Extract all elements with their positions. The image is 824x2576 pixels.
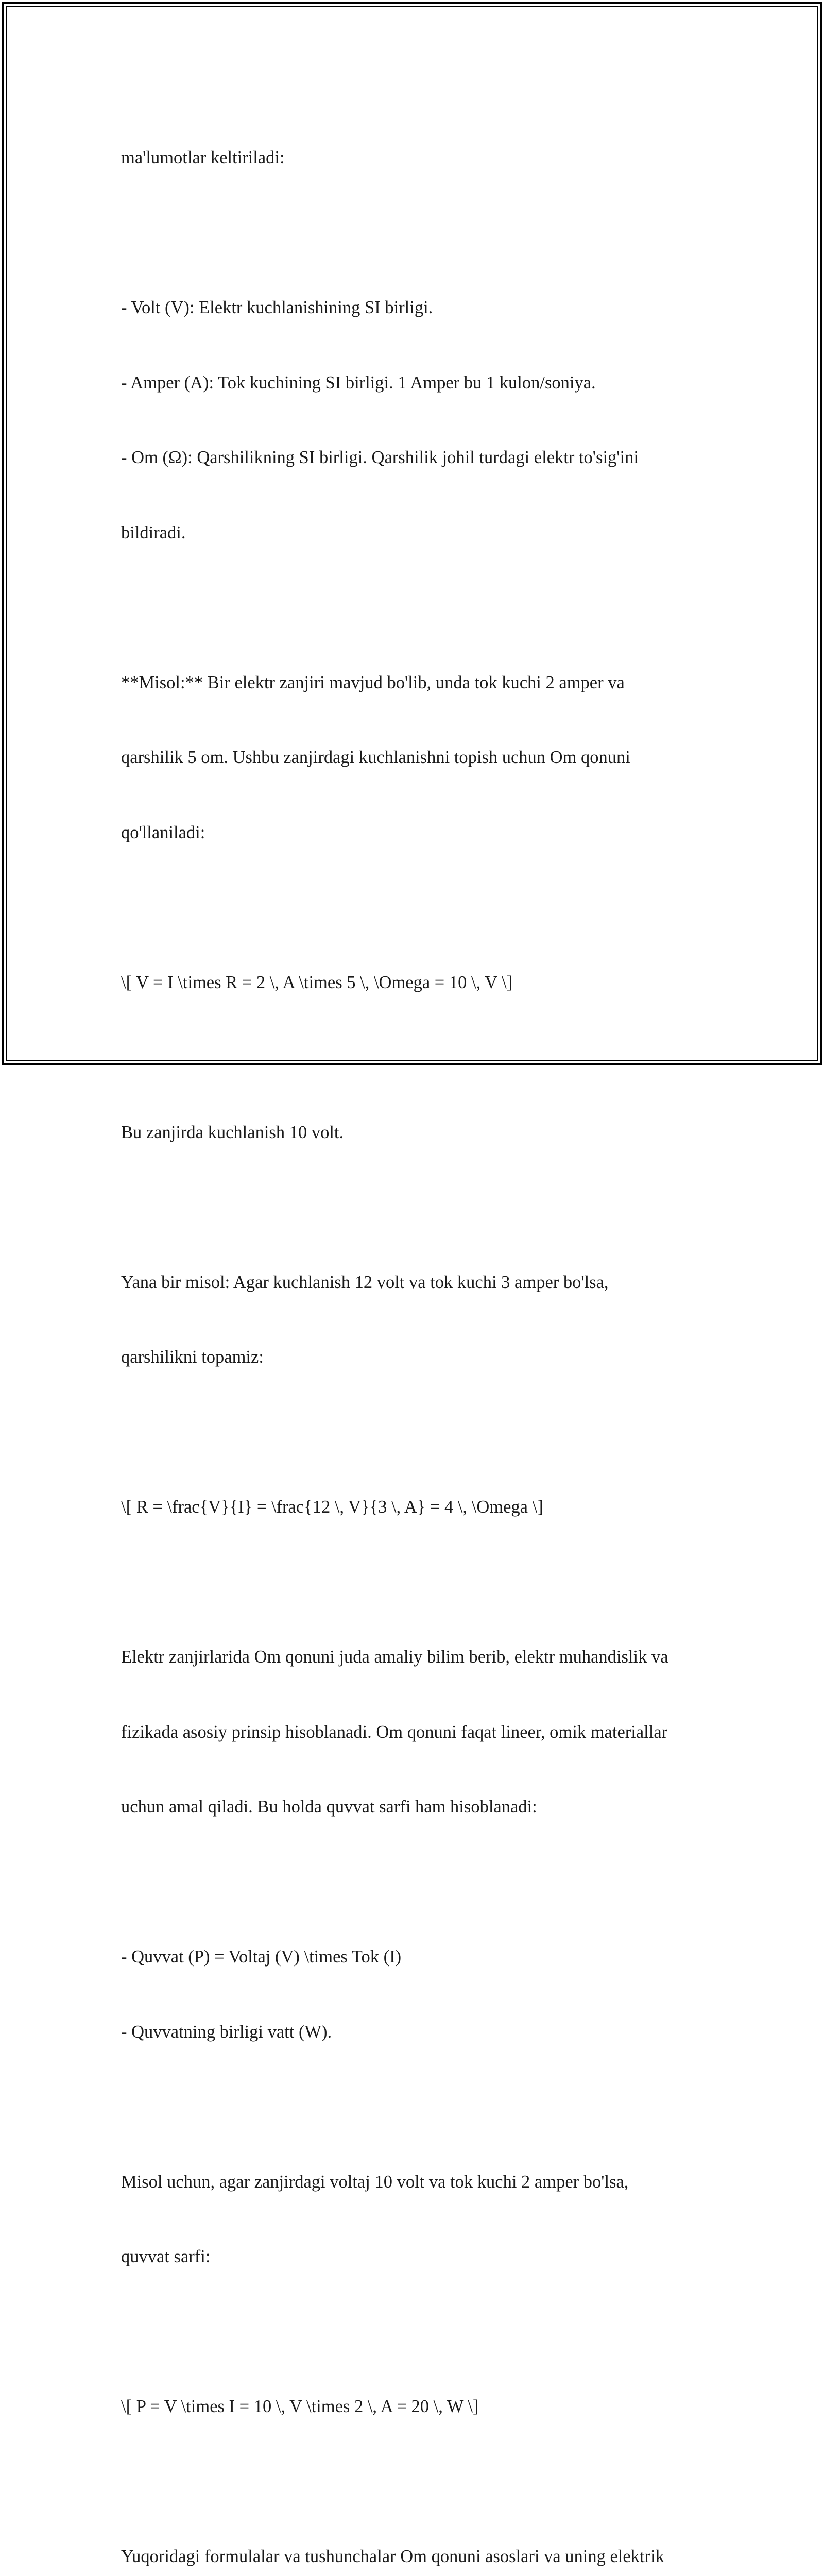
text-line: Elektr zanjirlarida Om qonuni juda amaliy bilim berib, elektr muhandislik va (121, 1647, 668, 1667)
formula (121, 2344, 724, 2469)
paragraph (121, 620, 724, 895)
paragraph (121, 1070, 724, 1195)
list-item: - Quvvatning birligi vatt (W). (121, 2022, 332, 2042)
text-line: **Misol:** Bir elektr zanjiri mavjud bo'lib, unda tok kuchi 2 amper va (121, 672, 625, 692)
formula-line: \[ P = V \times I = 10 \, V \times 2 \, A = 20 \, W \] (121, 2397, 479, 2416)
text-line: uchun amal qiladi. Bu holda quvvat sarfi ham hisoblanadi: (121, 1797, 537, 1817)
text-line: bildiradi. (121, 522, 186, 543)
document-body (121, 95, 724, 2576)
text-line: quvvat sarfi: (121, 2247, 211, 2266)
formula (121, 920, 724, 1045)
text-line: Yuqoridagi formulalar va tushunchalar Om qonuni asoslari va uning elektrik (121, 2547, 664, 2566)
text-line: qo'llaniladi: (121, 822, 205, 842)
text-line: Misol uchun, agar zanjirdagi voltaj 10 volt va tok kuchi 2 amper bo'lsa, (121, 2172, 629, 2192)
paragraph (121, 1595, 724, 1870)
paragraph (121, 1220, 724, 1420)
text-line: qarshilikni topamiz: (121, 1347, 264, 1367)
list-item: - Quvvat (P) = Voltaj (V) \times Tok (I) (121, 1947, 402, 1967)
paragraph (121, 2494, 724, 2576)
list-item: - Om (Ω): Qarshilikning SI birligi. Qarshilik johil turdagi elektr to'sig'ini (121, 448, 639, 467)
paragraph (121, 95, 724, 221)
text-line: qarshilik 5 om. Ushbu zanjirdagi kuchlanishni topish uchun Om qonuni (121, 748, 630, 767)
formula-line: \[ V = I \times R = 2 \, A \times 5 \, \Omega = 10 \, V \] (121, 972, 513, 992)
text-line: Yana bir misol: Agar kuchlanish 12 volt va tok kuchi 3 amper bo'lsa, (121, 1272, 609, 1292)
text-line: Bu zanjirda kuchlanish 10 volt. (121, 1122, 344, 1142)
list-item: - Amper (A): Tok kuchining SI birligi. 1 Amper bu 1 kulon/soniya. (121, 372, 596, 393)
power-list (121, 1894, 724, 2094)
formula (121, 1445, 724, 1570)
paragraph (121, 2120, 724, 2319)
list-item: - Volt (V): Elektr kuchlanishining SI birligi. (121, 298, 433, 317)
units-list (121, 245, 724, 595)
formula-line: \[ R = \frac{V}{I} = \frac{12 \, V}{3 \, A} = 4 \, \Omega \] (121, 1497, 543, 1517)
text-line: ma'lumotlar keltiriladi: (121, 148, 285, 167)
text-line: fizikada asosiy prinsip hisoblanadi. Om qonuni faqat lineer, omik materiallar (121, 1722, 668, 1742)
